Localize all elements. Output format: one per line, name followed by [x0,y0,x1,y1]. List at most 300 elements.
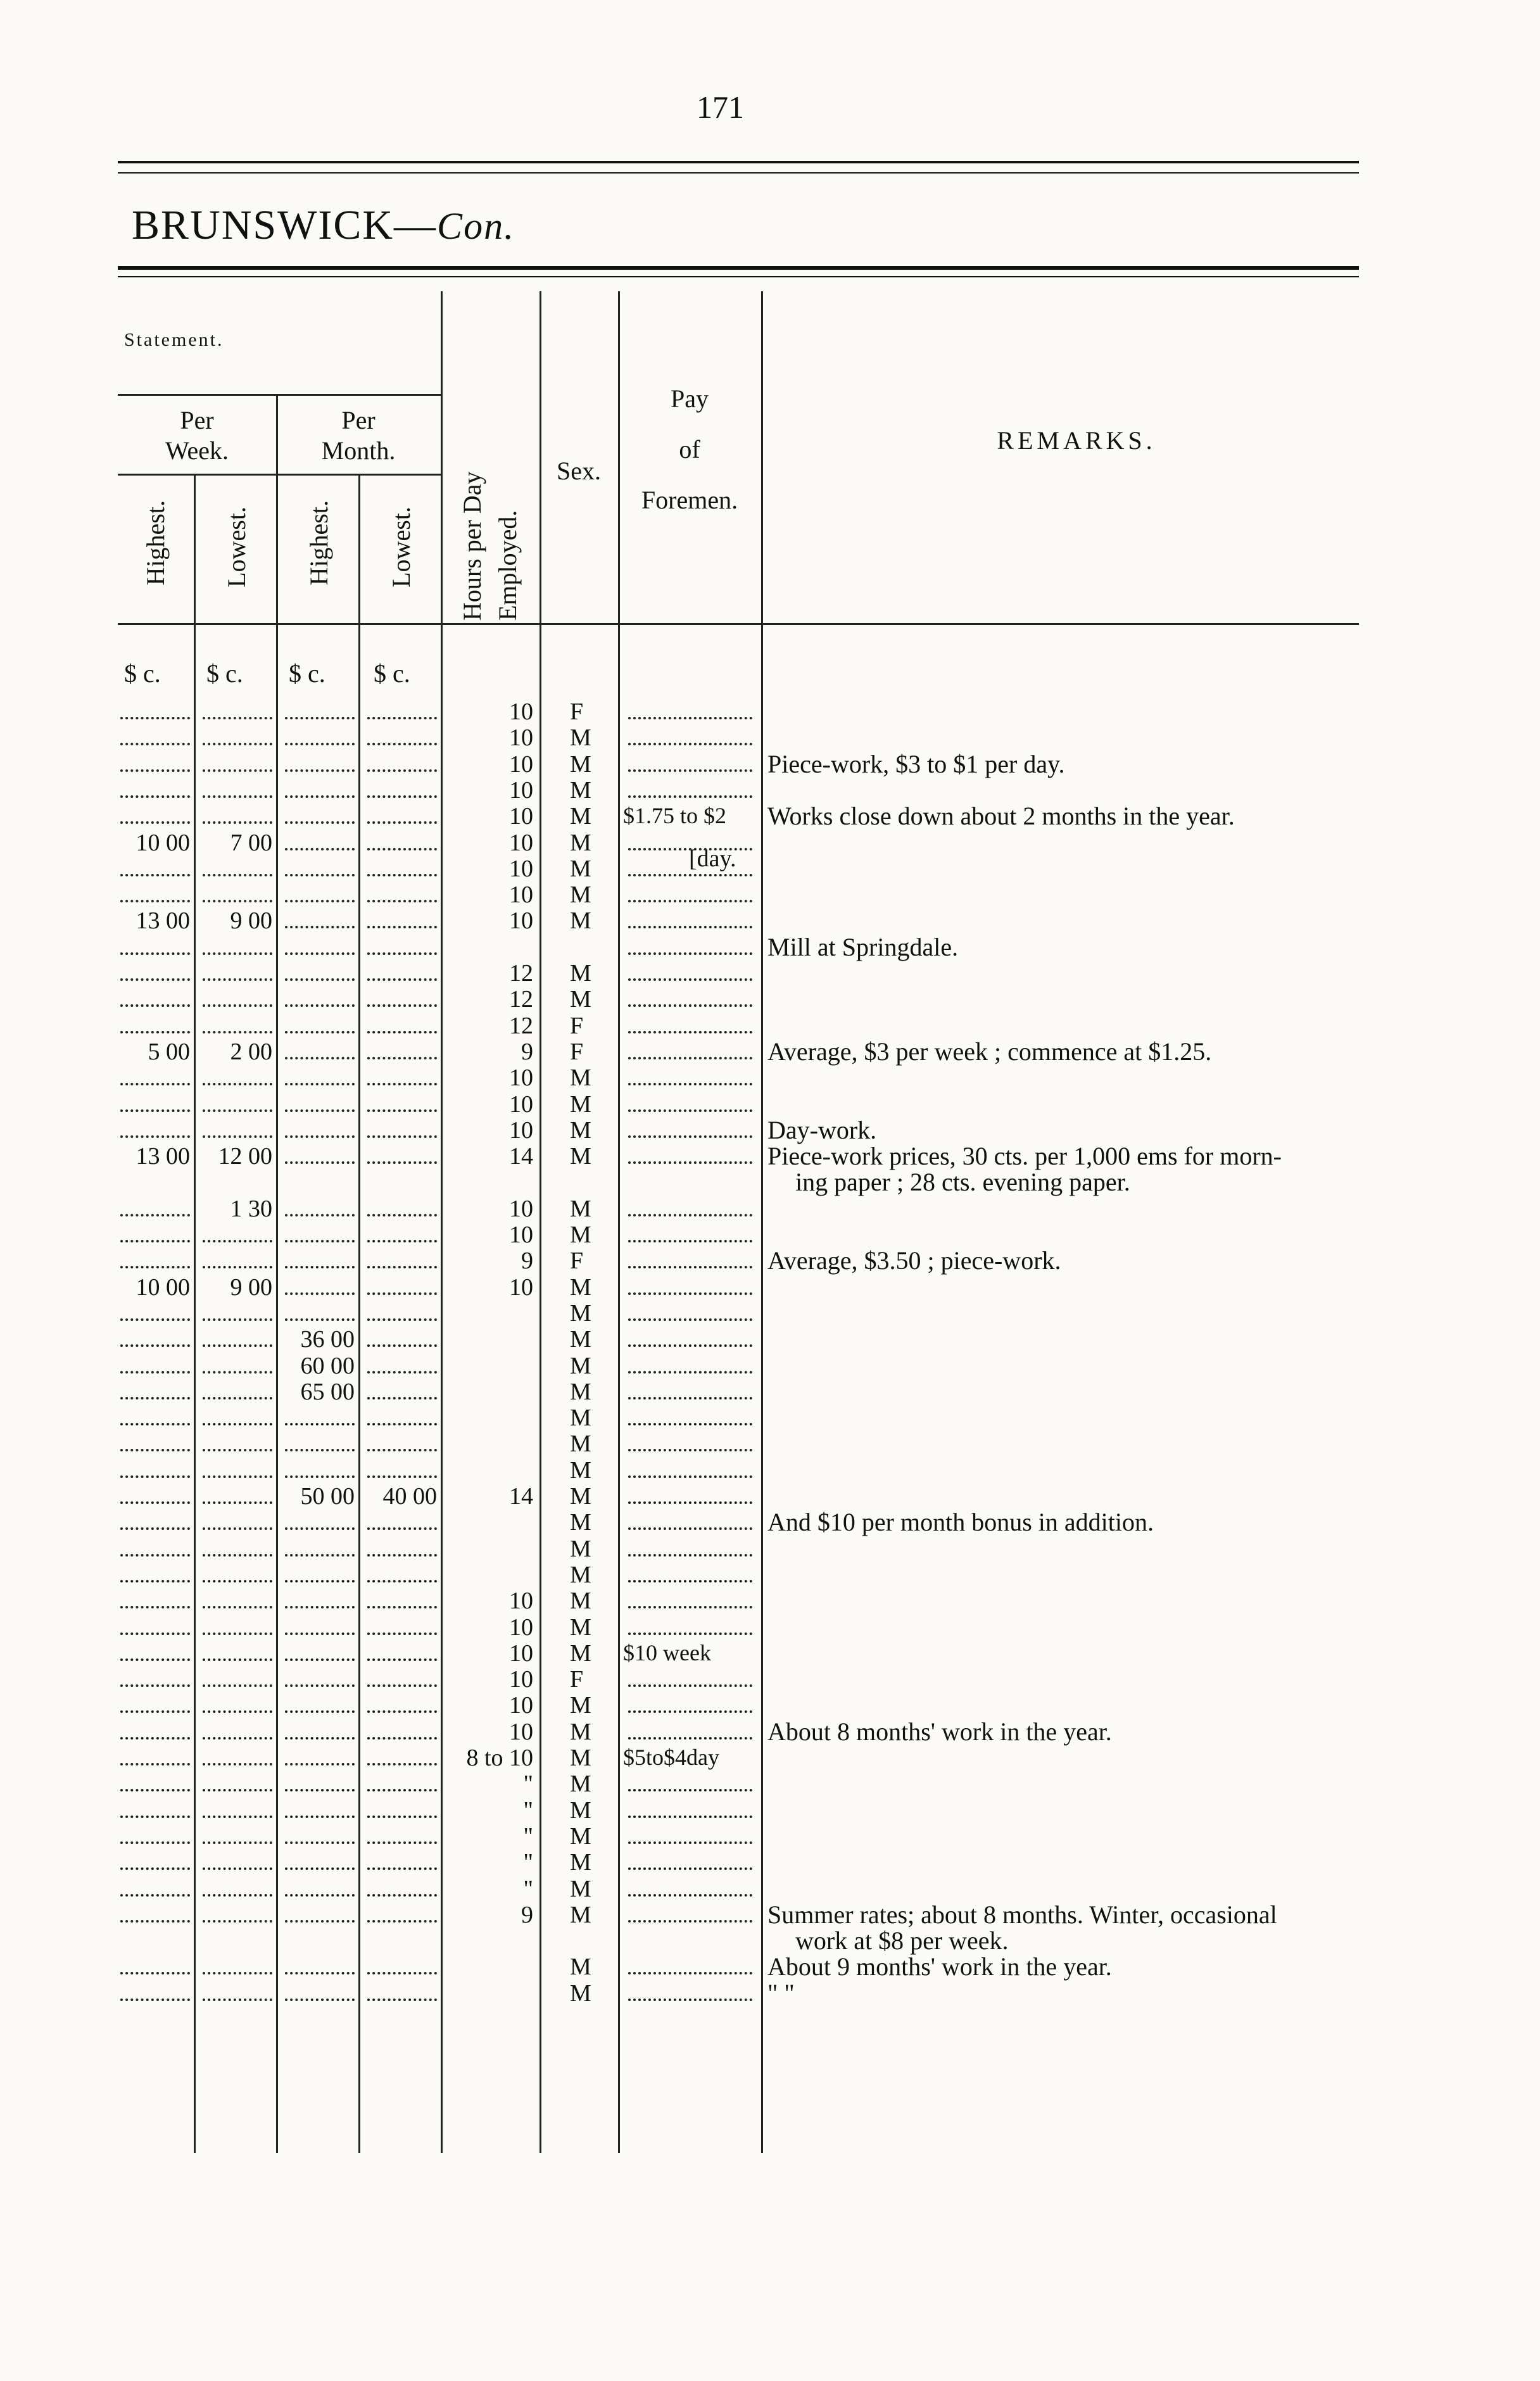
cell-sex: M [570,776,591,804]
leader-dots [367,1240,437,1242]
leader-dots [285,1867,355,1870]
cell-hours: 10 [509,829,533,856]
leader-dots [285,1554,355,1557]
leader-dots [285,717,355,719]
top-rule [118,161,1359,163]
cell-hours: 10 [509,1692,533,1719]
leader-dots [203,952,272,955]
leader-dots [203,1449,272,1451]
cell-wl: 9 00 [230,1273,272,1301]
leader-dots [120,874,190,876]
leader-dots [367,1658,437,1661]
cell-sex: M [570,1483,591,1510]
cell-sex: M [570,960,591,987]
leader-dots [628,1292,752,1295]
leader-dots [120,1920,190,1923]
col-line-7 [761,291,763,2153]
leader-dots [628,978,752,981]
cell-foremen: $1.75 to $2 [623,803,727,829]
cell-sex: M [570,1822,591,1850]
leader-dots [203,1816,272,1818]
leader-dots [367,1580,437,1582]
leader-dots [285,1423,355,1425]
top-rule-thin [118,172,1359,174]
leader-dots [203,1920,272,1923]
leader-dots [203,1763,272,1765]
leader-dots [367,821,437,824]
leader-dots [285,1240,355,1242]
leader-dots [367,1214,437,1216]
leader-dots [628,1135,752,1138]
unit-month-highest: $ c. [289,659,325,688]
leader-dots [203,1841,272,1844]
header-per-month: Per Month. [321,406,396,465]
leader-dots [120,795,190,798]
leader-dots [367,743,437,745]
cell-hours: 12 [509,1012,533,1039]
leader-dots [628,1161,752,1164]
leader-dots [120,1449,190,1451]
leader-dots [628,926,752,928]
header-line-top [118,394,441,396]
leader-dots [367,1057,437,1059]
leader-dots [367,769,437,772]
cell-wl: 9 00 [230,907,272,935]
leader-dots [203,795,272,798]
leader-dots [203,1737,272,1740]
leader-dots [628,1083,752,1085]
cell-sex: M [570,1456,591,1484]
cell-hours: 10 [509,1195,533,1222]
leader-dots [285,1057,355,1059]
leader-dots [285,1999,355,2001]
leader-dots [120,1972,190,1974]
cell-hours: 10 [509,776,533,804]
cell-sex: M [570,1509,591,1536]
leader-dots [203,1318,272,1321]
leader-dots [120,1841,190,1844]
leader-dots [120,1580,190,1582]
unit-week-highest: $ c. [124,659,161,688]
header-week-lowest: Lowest. [222,507,251,588]
cell-hours: 10 [509,1666,533,1693]
cell-sex: M [570,1090,591,1118]
leader-dots [203,874,272,876]
header-month-lowest: Lowest. [387,507,415,588]
leader-dots [628,1633,752,1635]
leader-dots [628,743,752,745]
leader-dots [203,1684,272,1687]
leader-dots [120,1344,190,1347]
leader-dots [285,1031,355,1033]
cell-sex: M [570,1980,591,2007]
cell-hours: 14 [509,1143,533,1170]
cell-remark: And $10 per month bonus in addition. [767,1508,1154,1537]
leader-dots [285,1083,355,1085]
col-line-1 [194,474,196,2153]
leader-dots [285,743,355,745]
cell-sex: F [570,698,584,725]
leader-dots [367,1161,437,1164]
leader-dots [120,769,190,772]
cell-sex: M [570,1614,591,1641]
cell-sex: M [570,1378,591,1405]
leader-dots [367,926,437,928]
leader-dots [203,1240,272,1242]
leader-dots [628,1266,752,1268]
leader-dots [367,1344,437,1347]
heading-rule-thin [118,276,1359,277]
cell-sex: M [570,1195,591,1222]
cell-foremen: $10 week [623,1639,711,1665]
leader-dots [285,1658,355,1661]
leader-dots [203,1789,272,1791]
cell-sex: M [570,1692,591,1719]
leader-dots [367,1684,437,1687]
leader-dots [285,1449,355,1451]
cell-hours: 10 [509,1222,533,1248]
leader-dots [120,1789,190,1791]
leader-dots [628,1501,752,1504]
cell-sex: M [570,986,591,1013]
leader-dots [367,1633,437,1635]
leader-dots [628,1554,752,1557]
statement-label: Statement. [124,329,224,350]
cell-sex: M [570,1745,591,1771]
cell-hours: 12 [509,960,533,987]
cell-sex: M [570,1143,591,1170]
header-week-highest: Highest. [141,500,170,586]
unit-month-lowest: $ c. [374,659,410,688]
leader-dots [120,1527,190,1530]
leader-dots [120,1371,190,1374]
leader-dots [120,1004,190,1007]
leader-dots [628,1684,752,1687]
leader-dots [367,900,437,902]
leader-dots [203,821,272,824]
leader-dots [628,717,752,719]
leader-dots [367,874,437,876]
leader-dots [120,1633,190,1635]
col-line-2 [276,394,278,2153]
leader-dots [367,1999,437,2001]
leader-dots [367,1423,437,1425]
leader-dots [285,926,355,928]
leader-dots [120,1894,190,1897]
cell-hours: 10 [509,803,533,830]
cell-wl: 1 30 [230,1195,272,1222]
leader-dots [285,1161,355,1164]
cell-mh: 60 00 [300,1352,355,1379]
cell-sex: M [570,1588,591,1615]
header-month-highest: Highest. [305,500,333,586]
cell-hours: " [523,1771,533,1798]
leader-dots [285,1580,355,1582]
leader-dots [203,1423,272,1425]
cell-remark: About 9 months' work in the year. [767,1952,1112,1981]
leader-dots [203,1554,272,1557]
leader-dots [285,1004,355,1007]
cell-remark: Mill at Springdale. [767,932,959,961]
leader-dots [285,1109,355,1112]
leader-dots [367,848,437,850]
leader-dots [285,900,355,902]
leader-dots [628,1894,752,1897]
cell-remark: Day-work. [767,1115,877,1144]
cell-wh: 10 00 [136,1273,190,1301]
leader-dots [120,1214,190,1216]
cell-sex: M [570,829,591,856]
leader-dots [285,1475,355,1478]
cell-hours: 10 [509,881,533,909]
cell-sex: M [570,750,591,778]
leader-dots [628,1737,752,1740]
cell-hours: 10 [509,855,533,882]
cell-remark: Average, $3 per week ; commence at $1.25. [767,1037,1212,1066]
leader-dots [120,1999,190,2001]
leader-dots [120,1083,190,1085]
leader-dots [285,1606,355,1608]
leader-dots [203,1658,272,1661]
leader-dots [120,1501,190,1504]
leader-dots [367,1606,437,1608]
leader-dots [203,1266,272,1268]
leader-dots [628,1031,752,1033]
cell-sex: M [570,1901,591,1928]
leader-dots [628,1397,752,1399]
leader-dots [285,1292,355,1295]
cell-remark: work at $8 per week. [795,1926,1009,1955]
leader-dots [628,952,752,955]
leader-dots [367,1841,437,1844]
cell-wh: 13 00 [136,907,190,935]
leader-dots [367,1397,437,1399]
leader-dots [203,1371,272,1374]
unit-week-lowest: $ c. [206,659,243,688]
cell-sex: M [570,1352,591,1379]
cell-sex: M [570,1954,591,1981]
leader-dots [285,1920,355,1923]
leader-dots [367,1527,437,1530]
leader-dots [120,1737,190,1740]
leader-dots [120,1240,190,1242]
header-remarks: REMARKS. [997,426,1156,455]
cell-hours: 10 [509,698,533,725]
foremen-day-fragment: [day. [689,845,736,872]
leader-dots [628,900,752,902]
header-line-mid [118,474,441,476]
leader-dots [203,1633,272,1635]
leader-dots [628,848,752,850]
leader-dots [120,1109,190,1112]
leader-dots [285,848,355,850]
leader-dots [367,1292,437,1295]
leader-dots [628,769,752,772]
leader-dots [203,1972,272,1974]
leader-dots [285,821,355,824]
cell-remark: Average, $3.50 ; piece-work. [767,1246,1061,1275]
page-number: 171 [697,89,744,125]
leader-dots [203,1475,272,1478]
cell-sex: F [570,1247,584,1275]
cell-sex: M [570,1273,591,1301]
leader-dots [628,1344,752,1347]
leader-dots [120,1397,190,1399]
leader-dots [203,1867,272,1870]
leader-dots [203,1135,272,1138]
leader-dots [285,1841,355,1844]
leader-dots [628,1789,752,1791]
leader-dots [628,1972,752,1974]
leader-dots [628,1057,752,1059]
leader-dots [367,1109,437,1112]
leader-dots [285,1972,355,1974]
cell-sex: M [570,855,591,882]
leader-dots [628,1004,752,1007]
leader-dots [285,1763,355,1765]
leader-dots [120,900,190,902]
col-line-3 [358,474,360,2153]
leader-dots [285,1633,355,1635]
header-sex: Sex. [557,457,601,485]
cell-sex: M [570,1299,591,1327]
leader-dots [628,1371,752,1374]
cell-sex: M [570,803,591,830]
leader-dots [120,1135,190,1138]
leader-dots [367,1083,437,1085]
leader-dots [367,1789,437,1791]
leader-dots [203,978,272,981]
leader-dots [120,1475,190,1478]
leader-dots [285,1816,355,1818]
leader-dots [628,1475,752,1478]
leader-dots [367,1737,437,1740]
leader-dots [203,1501,272,1504]
cell-sex: M [570,1222,591,1248]
leader-dots [628,1109,752,1112]
leader-dots [367,1371,437,1374]
header-line-bottom [118,623,1359,625]
leader-dots [285,1894,355,1897]
cell-sex: M [570,1718,591,1745]
cell-hours: 10 [509,1614,533,1641]
cell-sex: M [570,724,591,752]
leader-dots [628,1580,752,1582]
cell-hours: 9 [521,1247,533,1275]
heading-rule [118,266,1359,270]
leader-dots [367,1554,437,1557]
cell-hours: " [523,1822,533,1850]
cell-wl: 2 00 [230,1038,272,1065]
leader-dots [628,1527,752,1530]
cell-remark: Works close down about 2 months in the year. [767,802,1235,831]
leader-dots [120,1710,190,1713]
leader-dots [203,1031,272,1033]
cell-hours: 9 [521,1038,533,1065]
col-line-6 [618,291,620,2153]
page-title [132,201,515,249]
cell-hours: " [523,1875,533,1902]
leader-dots [203,1397,272,1399]
leader-dots [628,795,752,798]
leader-dots [367,1816,437,1818]
leader-dots [285,1737,355,1740]
cell-hours: 10 [509,724,533,752]
leader-dots [203,1894,272,1897]
leader-dots [628,1240,752,1242]
leader-dots [367,1031,437,1033]
leader-dots [203,900,272,902]
page-title-suffix: Con. [437,205,515,247]
leader-dots [285,1214,355,1216]
cell-mh: 36 00 [300,1326,355,1353]
leader-dots [285,1266,355,1268]
cell-sex: M [570,881,591,909]
leader-dots [367,1710,437,1713]
leader-dots [285,1710,355,1713]
leader-dots [367,1004,437,1007]
cell-wh: 10 00 [136,829,190,856]
cell-hours: 10 [509,1064,533,1092]
cell-sex: M [570,1430,591,1458]
cell-wl: 12 00 [218,1143,272,1170]
leader-dots [120,1423,190,1425]
leader-dots [285,874,355,876]
leader-dots [203,1606,272,1608]
leader-dots [203,1083,272,1085]
leader-dots [120,1031,190,1033]
leader-dots [367,717,437,719]
header-per-week: Per Week. [165,406,229,465]
cell-hours: 12 [509,986,533,1013]
cell-hours: 9 [521,1901,533,1928]
leader-dots [367,978,437,981]
cell-sex: F [570,1666,584,1693]
leader-dots [367,1449,437,1451]
cell-hours: 10 [509,907,533,935]
leader-dots [628,1999,752,2001]
cell-wl: 7 00 [230,829,272,856]
cell-wh: 13 00 [136,1143,190,1170]
leader-dots [367,795,437,798]
leader-dots [120,821,190,824]
cell-sex: F [570,1038,584,1065]
cell-remark: " " [767,1978,795,2007]
leader-dots [285,795,355,798]
cell-remark: Piece-work prices, 30 cts. per 1,000 ems for morn- [767,1142,1282,1171]
leader-dots [120,1606,190,1608]
col-line-5 [540,291,541,2153]
cell-sex: M [570,1849,591,1876]
leader-dots [120,1816,190,1818]
cell-hours: 10 [509,1090,533,1118]
cell-hours: 10 [509,1639,533,1667]
leader-dots [120,1658,190,1661]
leader-dots [628,1423,752,1425]
leader-dots [367,1475,437,1478]
cell-sex: M [570,1561,591,1588]
leader-dots [367,1266,437,1268]
leader-dots [120,717,190,719]
leader-dots [367,1972,437,1974]
leader-dots [203,1109,272,1112]
header-hours: Hours per Day Employed. [458,471,522,621]
leader-dots [628,1606,752,1608]
cell-hours: 10 [509,1588,533,1615]
cell-sex: M [570,1875,591,1902]
cell-mh: 50 00 [300,1483,355,1510]
cell-remark: ing paper ; 28 cts. evening paper. [795,1168,1130,1197]
